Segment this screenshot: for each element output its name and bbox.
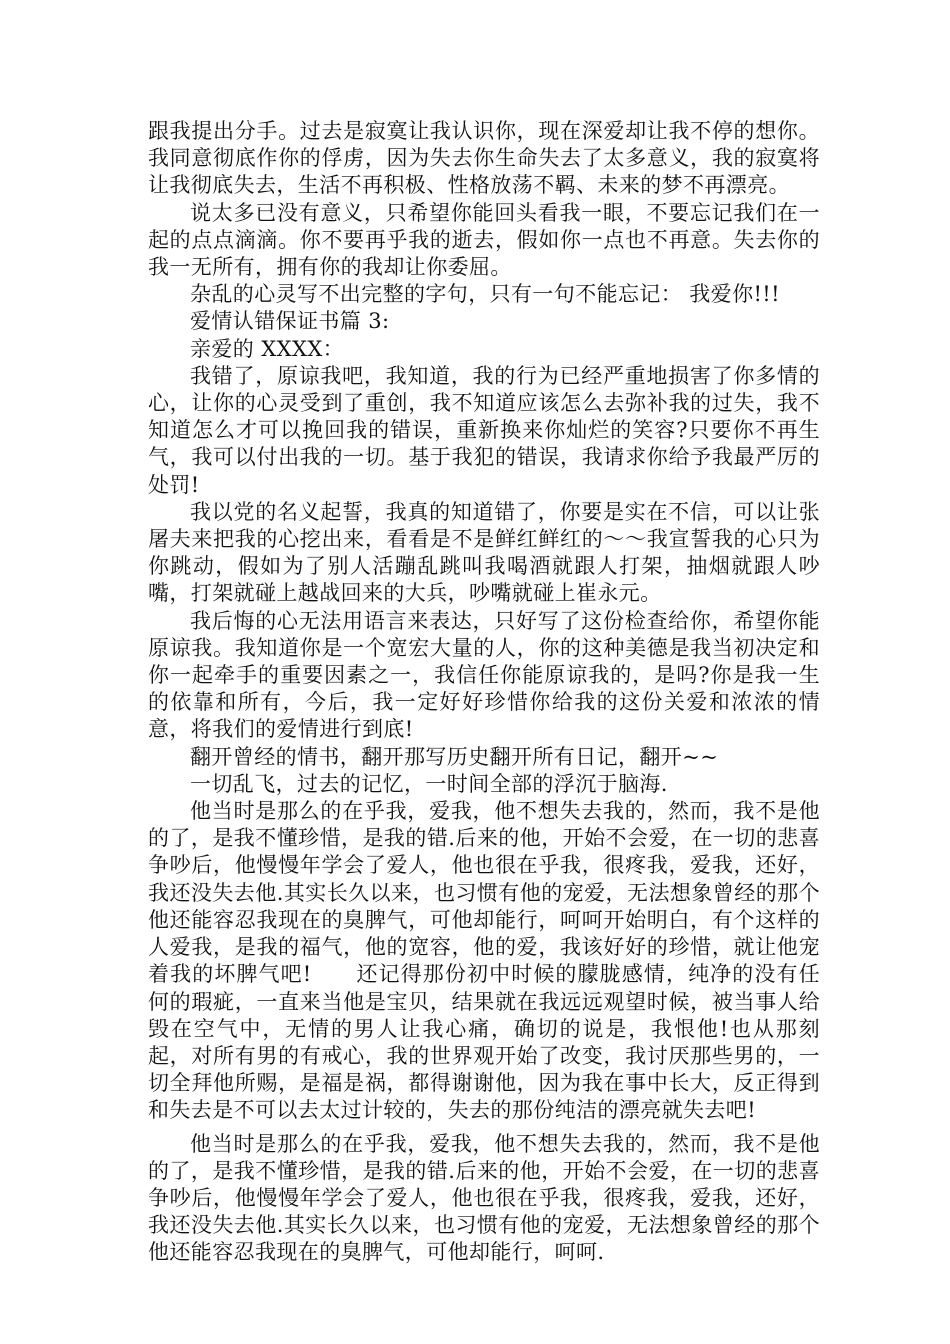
paragraph: 我以党的名义起誓，我真的知道错了，你要是实在不信，可以让张屠夫来把我的心挖出来，看看是不是鲜红鲜红的～～我宣誓我的心只为你跳动，假如为了别人活蹦乱跳叫我喝酒就跟人打架，抽烟就跟人吵嘴，打架就碰上越战回来的大兵，吵嘴就碰上崔永元。 xyxy=(148,499,820,606)
salutation: 亲爱的 XXXX： xyxy=(190,336,345,361)
paragraph: 他当时是那么的在乎我，爱我，他不想失去我的，然而，我不是他的了，是我不懂珍惜，是我的错.后来的他，开始不会爱，在一切的悲喜争吵后，他慢慢年学会了爱人，他也很在乎我，很疼我，爱我，还好，我还没失去他.其实长久以来，也习惯有他的宠爱，无法想象曾经的那个他还能容忍我现在的臭脾气，可他却能行，呵呵开始明白，有个这样的人爱我，是我的福气，他的宽容，他的爱，我该好好的珍惜，就让他宠着我的坏脾气吧! 还记得那份初中时候的朦胧感情，纯净的没有任何的瑕疵，一直来当他是宝贝，结果就在我远远观望时候，被当事人给毁在空气中，无情的男人让我心痛，确切的说是，我恨他!也从那刻起，对所有男的有戒心，我的世界观开始了改变，我讨厌那些男的，一切全拜他所赐，是福是祸，都得谢谢他，因为我在事中长大，反正得到和失去是不可以去太过计较的，失去的那份纯洁的漂亮就失去吧! xyxy=(148,799,820,1123)
section-heading: 爱情认错保证书篇 3: xyxy=(190,309,390,334)
paragraph: 我错了，原谅我吧，我知道，我的行为已经严重地损害了你多情的心，让你的心灵受到了重创，我不知道应该怎么去弥补我的过失，我不知道怎么才可以挽回我的错误，重新换来你灿烂的笑容?只要你不再生气，我可以付出我的一切。基于我犯的错误，我请求你给予我最严厉的处罚! xyxy=(148,363,820,497)
paragraph: 说太多已没有意义，只希望你能回头看我一眼，不要忘记我们在一起的点点滴滴。你不要再乎我的逝去，假如你一点也不再意。失去你的我一无所有，拥有你的我却让你委屈。 xyxy=(148,200,820,280)
paragraph: 他当时是那么的在乎我，爱我，他不想失去我的，然而，我不是他的了，是我不懂珍惜，是我的错.后来的他，开始不会爱，在一切的悲喜争吵后，他慢慢年学会了爱人，他也很在乎我，很疼我，爱我，还好，我还没失去他.其实长久以来，也习惯有他的宠爱，无法想象曾经的那个他还能容忍我现在的臭脾气，可他却能行，呵呵. xyxy=(148,1131,820,1265)
document-page xyxy=(148,118,820,1267)
paragraph: 杂乱的心灵写不出完整的字句，只有一句不能忘记： 我爱你!!! xyxy=(190,282,780,307)
paragraph: 一切乱飞，过去的记忆，一时间全部的浮沉于脑海. xyxy=(190,771,668,796)
paragraph-continued: 跟我提出分手。过去是寂寞让我认识你，现在深爱却让我不停的想你。我同意彻底作你的俘虏，因为失去你生命失去了太多意义，我的寂寞将让我彻底失去，生活不再积极、性格放荡不羁、未来的梦不再漂亮。 xyxy=(148,119,820,198)
paragraph: 翻开曾经的情书，翻开那写历史翻开所有日记，翻开~~ xyxy=(190,744,719,769)
paragraph: 我后悔的心无法用语言来表达，只好写了这份检查给你，希望你能原谅我。我知道你是一个宽宏大量的人，你的这种美德是我当初决定和你一起牵手的重要因素之一，我信任你能原谅我的，是吗?你是我一生的依靠和所有，今后，我一定好好珍惜你给我的这份关爱和浓浓的情意，将我们的爱情进行到底! xyxy=(148,608,820,742)
